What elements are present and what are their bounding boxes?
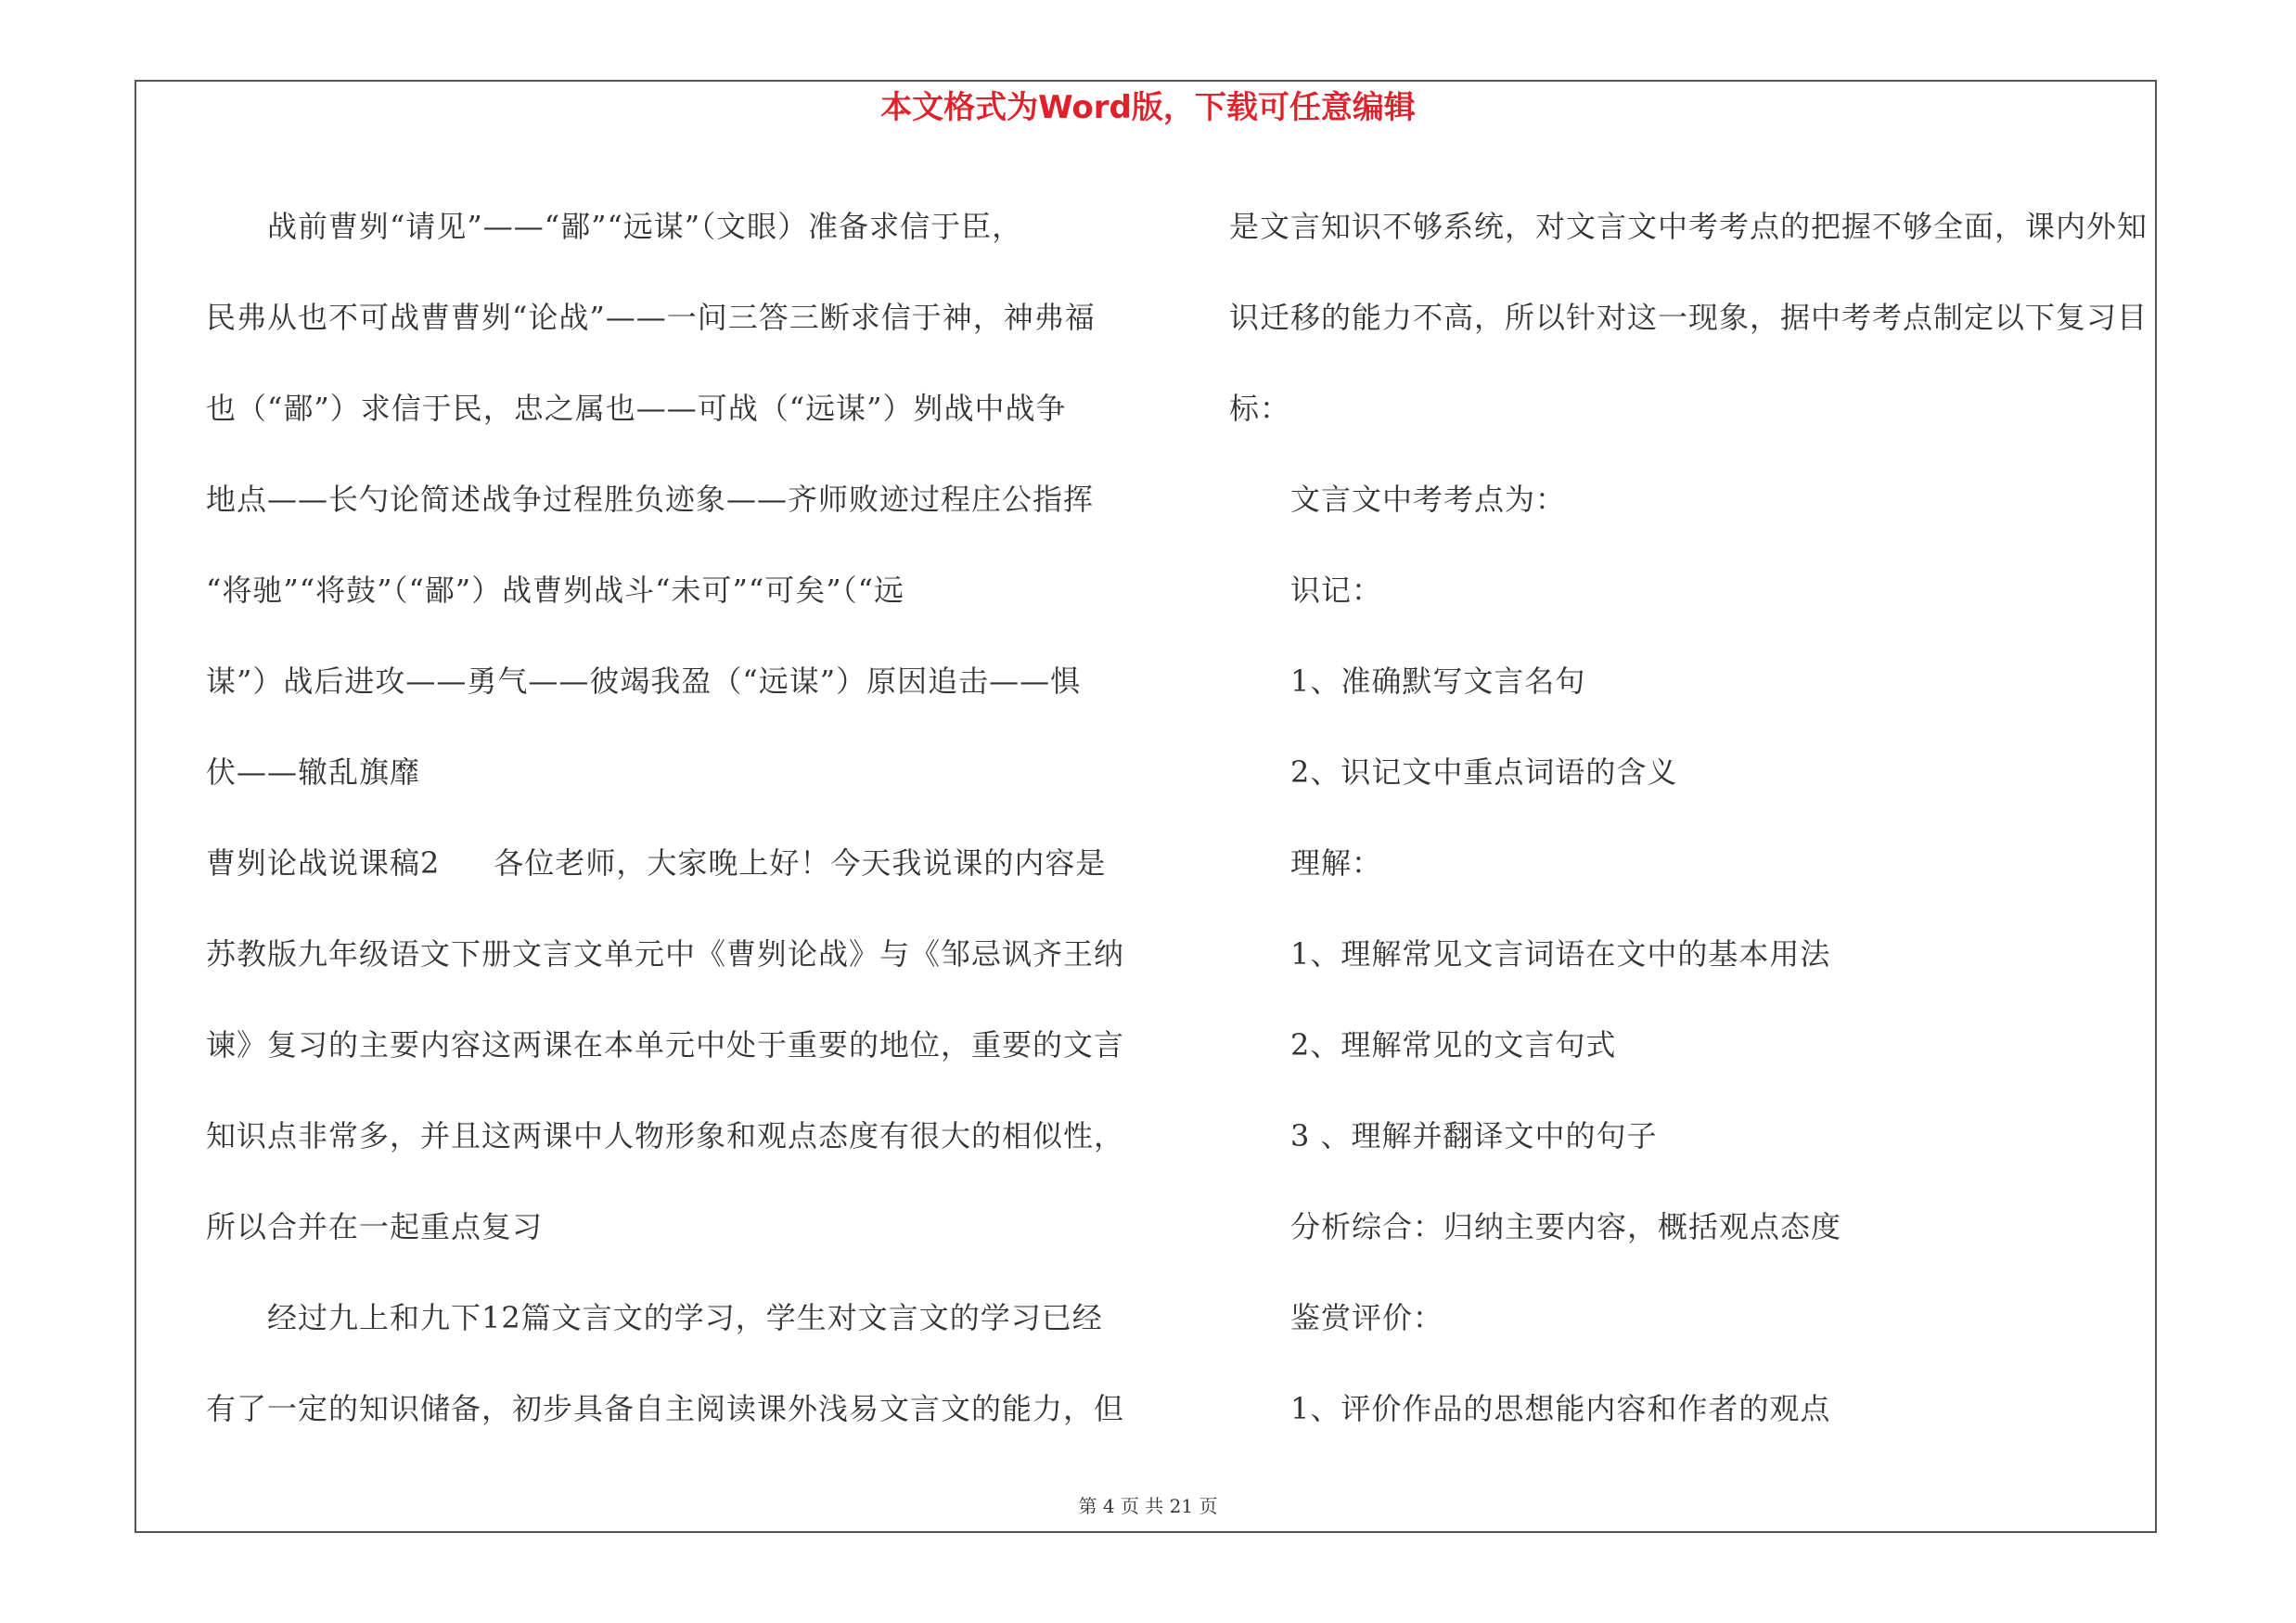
text-line: “将驰”“将鼓”（“鄙”）战曹刿战斗“未可”“可矣”（“远 — [206, 573, 904, 608]
text-line: 伏——辙乱旗靡 — [206, 754, 421, 790]
text-line: 标： — [1229, 391, 1291, 426]
list-item: 文言文中考考点为： — [1290, 482, 1567, 517]
list-item: 2、理解常见的文言句式 — [1290, 1027, 1617, 1063]
text-line: 是文言知识不够系统，对文言文中考考点的把握不够全面，课内外知 — [1229, 209, 2148, 244]
section-heading-line — [206, 818, 1152, 908]
text-line: 民弗从也不可战曹曹刿“论战”——一问三答三断求信于神，神弗福 — [206, 300, 1096, 335]
list-item: 鉴赏评价： — [1290, 1300, 1444, 1335]
header-banner: 本文格式为Word版，下载可任意编辑 — [880, 89, 1416, 126]
list-item: 2、识记文中重点词语的含义 — [1290, 754, 1678, 790]
page-number: 第 4 页 共 21 页 — [1078, 1495, 1218, 1517]
section-first-line: 各位老师，大家晚上好！今天我说课的内容是 — [494, 845, 1107, 881]
text-line: 谏》复习的主要内容这两课在本单元中处于重要的地位，重要的文言 — [206, 1027, 1125, 1063]
text-line: 识迁移的能力不高，所以针对这一现象，据中考考点制定以下复习目 — [1229, 300, 2148, 335]
text-line: 苏教版九年级语文下册文言文单元中《曹刿论战》与《邹忌讽齐王纳 — [206, 936, 1125, 972]
text-line: 也（“鄙”）求信于民，忠之属也——可战（“远谋”）刿战中战争 — [206, 391, 1067, 426]
list-item: 理解： — [1290, 845, 1383, 881]
text-line: 知识点非常多，并且这两课中人物形象和观点态度有很大的相似性， — [206, 1118, 1125, 1153]
text-line: 经过九上和九下12篇文言文的学习，学生对文言文的学习已经 — [267, 1300, 1103, 1335]
text-line: 谋”）战后进攻——勇气——彼竭我盈（“远谋”）原因追击——惧 — [206, 663, 1082, 699]
section-title: 曹刿论战说课稿2 — [206, 845, 441, 881]
list-item: 1、理解常见文言词语在文中的基本用法 — [1290, 936, 1831, 972]
list-item: 3 、理解并翻译文中的句子 — [1290, 1118, 1658, 1153]
left-column — [206, 181, 1152, 1454]
list-item: 1、评价作品的思想能内容和作者的观点 — [1290, 1391, 1831, 1426]
text-line: 战前曹刿“请见”——“鄙”“远谋”（文眼）准备求信于臣， — [267, 209, 1023, 244]
text-line: 地点——长勺论简述战争过程胜负迹象——齐师败迹过程庄公指挥 — [206, 482, 1095, 517]
text-line: 有了一定的知识储备，初步具备自主阅读课外浅易文言文的能力，但 — [206, 1391, 1125, 1426]
right-column — [1229, 181, 2157, 1454]
text-line: 所以合并在一起重点复习 — [206, 1209, 544, 1244]
list-item: 识记： — [1290, 573, 1383, 608]
list-item: 1、准确默写文言名句 — [1290, 663, 1586, 699]
list-item: 分析综合：归纳主要内容，概括观点态度 — [1290, 1209, 1842, 1244]
